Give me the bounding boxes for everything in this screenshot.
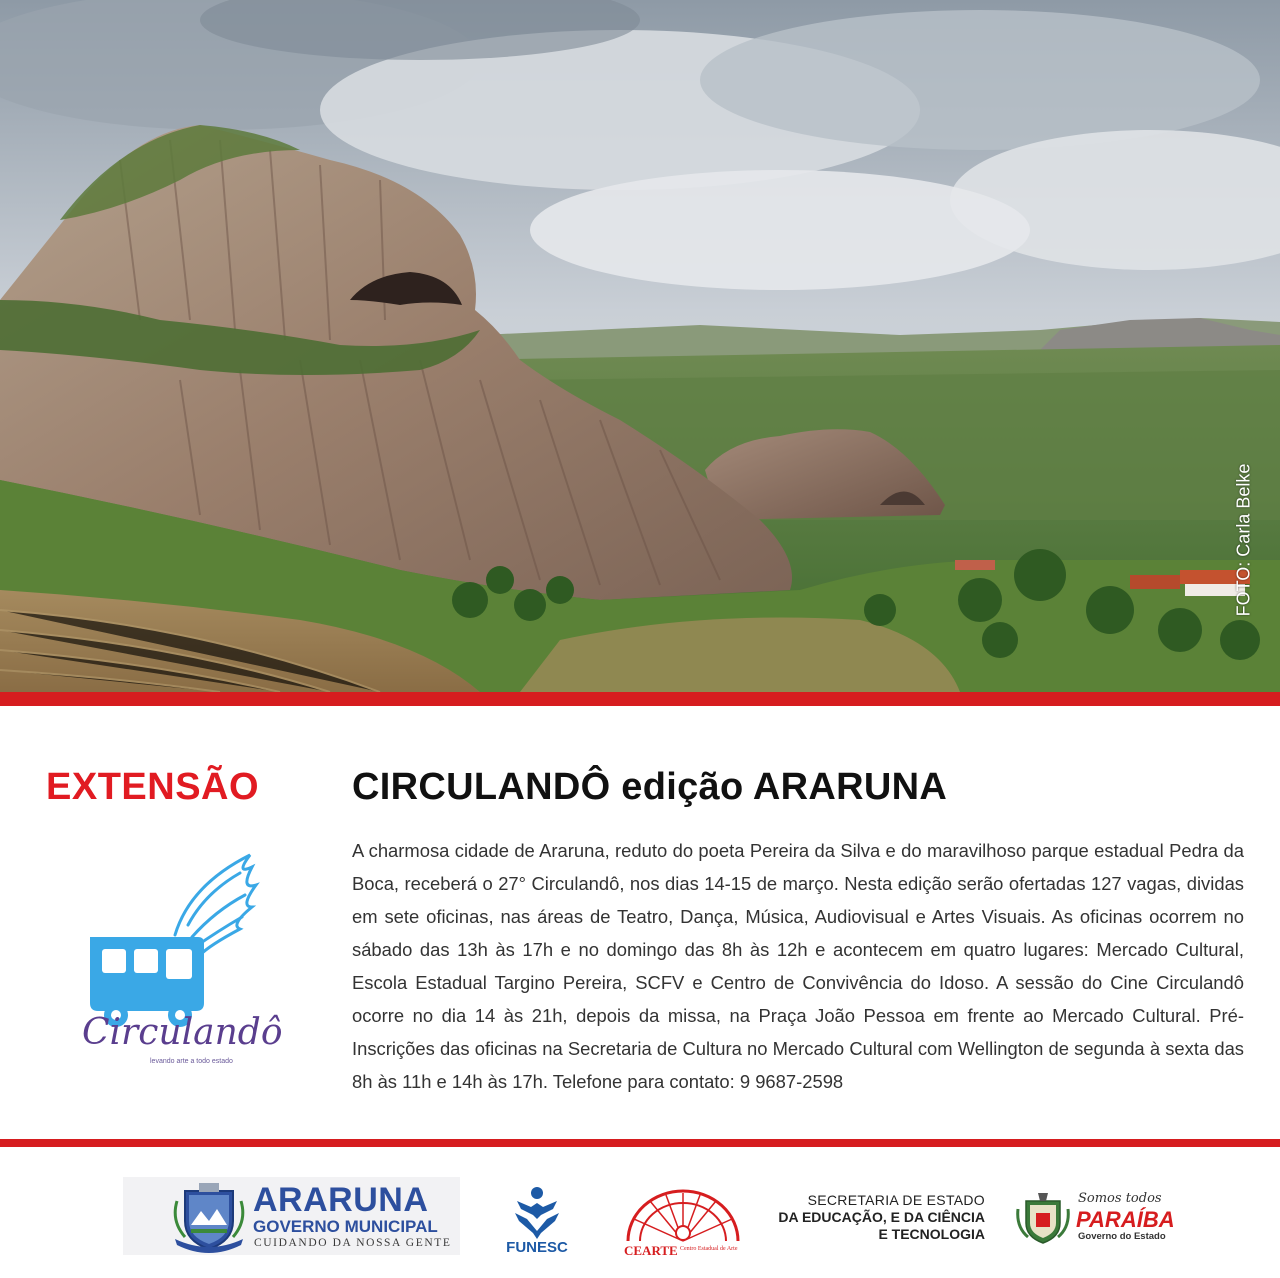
funesc-name: FUNESC (506, 1239, 568, 1256)
secretaria-line-1: SECRETARIA DE ESTADO (807, 1192, 985, 1208)
araruna-motto: CUIDANDO DA NOSSA GENTE (254, 1237, 452, 1249)
cearte-logo (620, 1187, 746, 1259)
araruna-logo (123, 1177, 460, 1255)
paraiba-name: PARAÍBA (1076, 1207, 1175, 1232)
secretaria-line-3: E TECNOLOGIA (878, 1226, 985, 1242)
araruna-crest-icon (171, 1181, 247, 1253)
sponsor-footer (0, 1147, 1280, 1278)
secretaria-logo (740, 1192, 985, 1243)
paraiba-somos-todos: Somos todos (1078, 1191, 1162, 1206)
circulando-logo-tagline: levando arte a todo estado (150, 1058, 233, 1065)
paraiba-logo (1016, 1191, 1175, 1251)
section-tag: EXTENSÃO (46, 766, 260, 808)
funesc-figure-icon (497, 1185, 577, 1239)
funesc-logo (497, 1185, 577, 1257)
cearte-arch-icon (620, 1187, 746, 1243)
paraiba-governo: Governo do Estado (1078, 1231, 1166, 1242)
paraiba-crest-icon (1016, 1191, 1070, 1245)
bottom-divider-bar (0, 1139, 1280, 1147)
cearte-subtitle: Centro Estadual de Arte (680, 1246, 738, 1252)
araruna-name: ARARUNA (253, 1181, 429, 1219)
top-divider-bar (0, 692, 1280, 706)
araruna-subtitle: GOVERNO MUNICIPAL (253, 1217, 438, 1236)
cearte-name: CEARTE (624, 1243, 678, 1258)
secretaria-line-2: DA EDUCAÇÃO, E DA CIÊNCIA (778, 1209, 985, 1225)
photo-credit: FOTO: Carla Belke (1233, 463, 1254, 617)
event-description: A charmosa cidade de Araruna, reduto do poeta Pereira da Silva e do maravilhoso parque estadual Pedra da Boca, receberá o 27° Circulandô, nos dias 14-15 de março. Nesta edição serão ofertadas 127 vagas, dividas em sete oficinas, nas áreas de Teatro, Dança, Música, Audiovisual e Artes Visuais. As oficinas ocorrem no sábado das 13h às 17h e no domingo das 8h às 12h e acontecem em quatro lugares: Mercado Cultural, Escola Estadual Targino Pereira, SCFV e Centro de Convivência do Idoso. A sessão do Cine Circulandô ocorre no dia 14 às 21h, depois da missa, na Praça João Pessoa em frente ao Mercado Cultural. Pré-Inscrições das oficinas na Secretaria de Cultura no Mercado Cultural com Wellington de segunda à sexta das 8h às 11h e 14h às 17h. Telefone para contato: 9 9687-2598 (352, 840, 1244, 1092)
event-headline: CIRCULANDÔ edição ARARUNA (352, 766, 948, 808)
circulando-logo-name: Circulandô (82, 1012, 283, 1053)
